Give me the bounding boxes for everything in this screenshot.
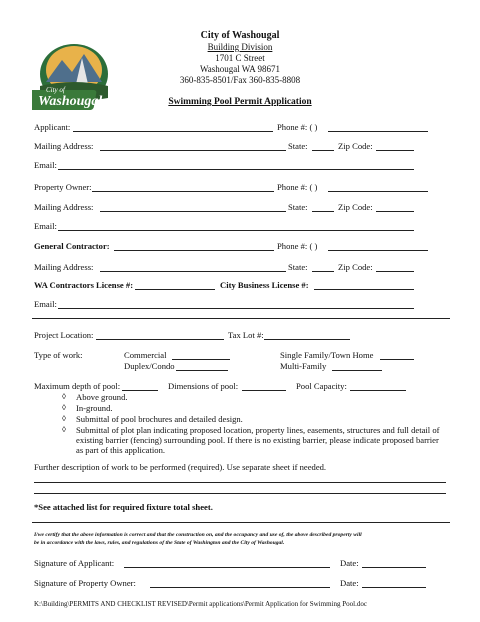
header-street: 1701 C Street — [215, 53, 265, 63]
contractor-email-field[interactable] — [58, 308, 414, 309]
owner-phone-label: Phone #: ( ) — [277, 182, 318, 192]
section-divider-1 — [32, 318, 450, 319]
bullet-mark: ◊ — [62, 414, 66, 423]
commercial-field[interactable] — [172, 359, 230, 360]
date-applicant-label: Date: — [340, 558, 359, 568]
wa-license-label: WA Contractors License #: — [34, 280, 134, 290]
dimensions-label: Dimensions of pool: — [168, 381, 239, 391]
form-title: Swimming Pool Permit Application — [168, 97, 312, 107]
multi-family-field[interactable] — [332, 370, 382, 371]
bullet-mark: ◊ — [62, 425, 66, 434]
single-family-field[interactable] — [380, 359, 414, 360]
contractor-phone-field[interactable] — [328, 250, 428, 251]
date-owner-label: Date: — [340, 578, 359, 588]
fixture-note: *See attached list for required fixture total sheet. — [34, 502, 213, 512]
bullet-above-ground: Above ground. — [76, 392, 128, 402]
tax-lot-label: Tax Lot #: — [228, 330, 264, 340]
applicant-email-field[interactable] — [58, 169, 414, 170]
logo-small-text: City of — [46, 86, 65, 94]
signature-applicant-field[interactable] — [124, 567, 330, 568]
signature-owner-label: Signature of Property Owner: — [34, 578, 136, 588]
contractor-mailing-label: Mailing Address: — [34, 262, 94, 272]
applicant-state-label: State: — [288, 141, 308, 151]
signature-applicant-label: Signature of Applicant: — [34, 558, 115, 568]
certify-line-2: be in accordance with the laws, rules, and regulations of the State of Washington and the City of Washougal. — [34, 540, 285, 546]
header-phone: 360-835-8501/Fax 360-835-8808 — [179, 75, 301, 85]
section-divider-2 — [32, 522, 450, 523]
owner-zip-field[interactable] — [376, 211, 414, 212]
certify-line-1: I/we certify that the above information is correct and that the construction on, and the occupancy and use of, the above described property will — [34, 532, 362, 538]
multi-family-label: Multi-Family — [280, 361, 327, 371]
wa-license-field[interactable] — [135, 289, 215, 290]
header-division: Building Division — [207, 42, 273, 52]
city-business-field[interactable] — [314, 289, 414, 290]
contractor-email-label: Email: — [34, 299, 57, 309]
owner-email-label: Email: — [34, 221, 57, 231]
contractor-label: General Contractor: — [34, 241, 110, 251]
applicant-label: Applicant: — [34, 122, 71, 132]
date-owner-field[interactable] — [362, 587, 426, 588]
owner-state-label: State: — [288, 202, 308, 212]
bullet-mark: ◊ — [62, 403, 66, 412]
owner-mailing-label: Mailing Address: — [34, 202, 94, 212]
project-location-field[interactable] — [96, 339, 224, 340]
commercial-label: Commercial — [124, 350, 167, 360]
applicant-phone-label: Phone #: ( ) — [277, 122, 318, 132]
further-description-label: Further description of work to be performed (required). Use separate sheet if needed. — [34, 462, 327, 472]
contractor-state-label: State: — [288, 262, 308, 272]
owner-zip-label: Zip Code: — [338, 202, 373, 212]
capacity-field[interactable] — [350, 390, 406, 391]
dimensions-field[interactable] — [242, 390, 286, 391]
date-applicant-field[interactable] — [362, 567, 426, 568]
bullet-mark: ◊ — [62, 392, 66, 401]
description-line-1[interactable] — [34, 482, 446, 483]
bullet-plot-plan-2: existing barrier (fencing) surrounding pool. If there is no existing barrier, please indicate proposed barrier — [76, 435, 439, 445]
depth-label: Maximum depth of pool: — [34, 381, 121, 391]
bullet-brochures: Submittal of pool brochures and detailed design. — [76, 414, 243, 424]
applicant-mailing-field[interactable] — [100, 150, 286, 151]
bullet-in-ground: In-ground. — [76, 403, 113, 413]
depth-field[interactable] — [122, 390, 158, 391]
city-logo — [32, 38, 116, 116]
contractor-zip-field[interactable] — [376, 271, 414, 272]
owner-mailing-field[interactable] — [100, 211, 286, 212]
project-location-label: Project Location: — [34, 330, 94, 340]
owner-phone-field[interactable] — [328, 191, 428, 192]
single-family-label: Single Family/Town Home — [280, 350, 374, 360]
footer-file-path: K:\Building\PERMITS AND CHECKLIST REVISED\Permit applications\Permit Application for Swimming Pool.doc — [34, 600, 367, 608]
owner-state-field[interactable] — [312, 211, 334, 212]
logo-big-text: Washougal — [38, 94, 103, 109]
duplex-label: Duplex/Condo — [124, 361, 175, 371]
applicant-zip-label: Zip Code: — [338, 141, 373, 151]
signature-owner-field[interactable] — [150, 587, 330, 588]
description-line-2[interactable] — [34, 493, 446, 494]
contractor-phone-label: Phone #: ( ) — [277, 241, 318, 251]
capacity-label: Pool Capacity: — [296, 381, 347, 391]
contractor-mailing-field[interactable] — [100, 271, 286, 272]
contractor-zip-label: Zip Code: — [338, 262, 373, 272]
owner-label: Property Owner: — [34, 182, 92, 192]
type-of-work-label: Type of work: — [34, 350, 83, 360]
header-citystate: Washougal WA 98671 — [199, 64, 281, 74]
applicant-field[interactable] — [73, 131, 273, 132]
owner-email-field[interactable] — [58, 230, 414, 231]
duplex-field[interactable] — [176, 370, 228, 371]
contractor-field[interactable] — [114, 250, 274, 251]
city-business-label: City Business License #: — [220, 280, 309, 290]
bullet-plot-plan-1: Submittal of plot plan indicating proposed location, property lines, easements, structures and full detail of — [76, 425, 440, 435]
header-city: City of Washougal — [200, 30, 280, 41]
contractor-state-field[interactable] — [312, 271, 334, 272]
applicant-email-label: Email: — [34, 160, 57, 170]
applicant-zip-field[interactable] — [376, 150, 414, 151]
tax-lot-field[interactable] — [264, 339, 350, 340]
applicant-state-field[interactable] — [312, 150, 334, 151]
applicant-mailing-label: Mailing Address: — [34, 141, 94, 151]
owner-field[interactable] — [92, 191, 274, 192]
applicant-phone-field[interactable] — [328, 131, 428, 132]
bullet-plot-plan-3: as part of this application. — [76, 445, 166, 455]
